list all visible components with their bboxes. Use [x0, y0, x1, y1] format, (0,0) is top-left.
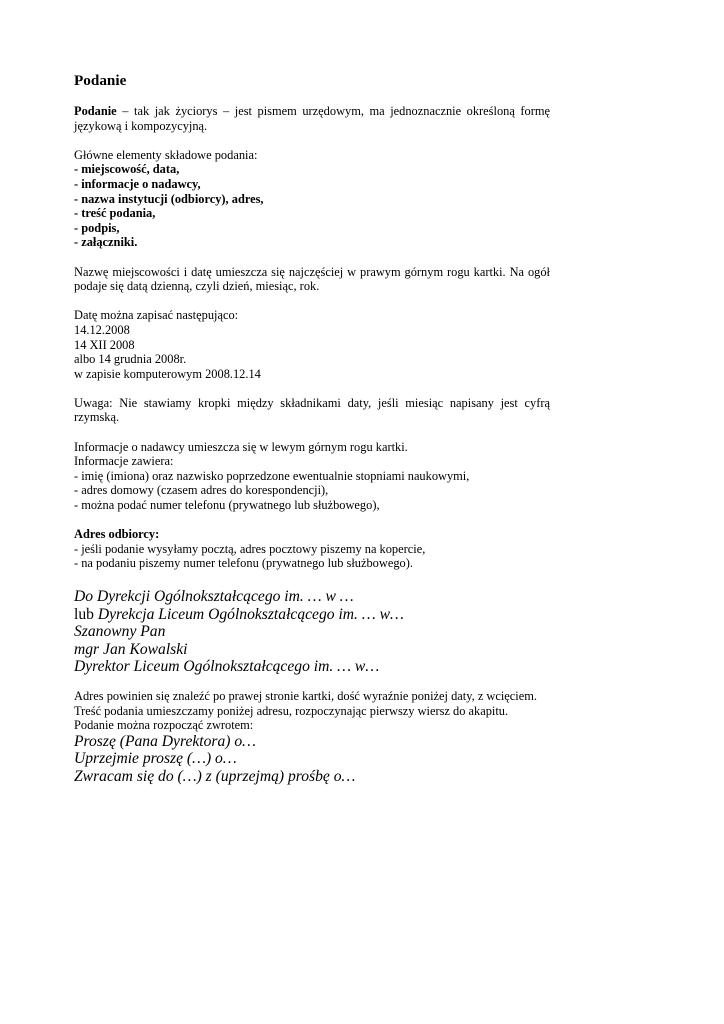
- date-format-line: 14.12.2008: [74, 322, 130, 337]
- elements-item: - treść podania,: [74, 206, 156, 221]
- note-paragraph: Uwaga: Nie stawiamy kropki między składnikami daty, jeśli miesiąc napisany jest cyfrą rzymską.: [74, 395, 550, 425]
- date-format-line: w zapisie komputerowym 2008.12.14: [74, 366, 261, 381]
- elements-heading: Główne elementy składowe podania:: [74, 147, 258, 162]
- sender-section: [74, 440, 550, 513]
- intro-paragraph: [74, 104, 550, 133]
- address-example-line: Szanowny Pan: [74, 623, 166, 641]
- date-formats-section: [74, 308, 550, 381]
- sender-line: Informacje o nadawcy umieszcza się w lewym górnym rogu kartki.: [74, 439, 408, 454]
- opening-phrase: Zwracam się do (…) z (uprzejmą) prośbę o…: [74, 767, 356, 785]
- elements-item: - załączniki.: [74, 235, 138, 250]
- date-format-line: 14 XII 2008: [74, 337, 135, 352]
- date-format-line: albo 14 grudnia 2008r.: [74, 352, 187, 367]
- address-example-line: Do Dyrekcji Ogólnokształcącego im. … w …: [74, 588, 354, 605]
- address-example-line: Dyrektor Liceum Ogólnokształcącego im. … w…: [74, 658, 380, 676]
- elements-item: - miejscowość, data,: [74, 162, 180, 177]
- date-formats-heading: Datę można zapisać następująco:: [74, 308, 239, 323]
- placement-line: Treść podania umieszczamy poniżej adresu, rozpoczynając pierwszy wiersz do akapitu.: [74, 703, 509, 718]
- placement-line: Podanie można rozpocząć zwrotem:: [74, 718, 254, 733]
- address-example-line: mgr Jan Kowalski: [74, 640, 188, 658]
- address-example-line: [74, 606, 550, 624]
- recipient-line: - jeśli podanie wysyłamy pocztą, adres pocztowy piszemy na kopercie,: [74, 541, 426, 556]
- place-date-paragraph: Nazwę miejscowości i datę umieszcza się najczęściej w prawym górnym rogu kartki. Na ogół podaje się datą dzienną, czyli dzień, miesiąc, rok.: [74, 264, 550, 294]
- elements-item: - podpis,: [74, 220, 120, 235]
- elements-section: [74, 148, 550, 250]
- address-example-prefix: lub: [74, 605, 98, 623]
- sender-line: - można podać numer telefonu (prywatnego lub służbowego),: [74, 498, 380, 513]
- document-page: [74, 72, 550, 786]
- address-examples: [74, 588, 550, 676]
- opening-phrases: [74, 733, 550, 786]
- recipient-line: - na podaniu piszemy numer telefonu (prywatnego lub służbowego).: [74, 556, 413, 571]
- sender-line: - adres domowy (czasem adres do korespondencji),: [74, 483, 329, 498]
- placement-section: [74, 689, 550, 733]
- intro-text: – tak jak życiorys – jest pismem urzędowym, ma jednoznacznie określoną formę językową i kompozycyjną.: [74, 104, 550, 133]
- document-title: Podanie: [74, 72, 127, 89]
- elements-item: - informacje o nadawcy,: [74, 176, 201, 191]
- elements-item: - nazwa instytucji (odbiorcy), adres,: [74, 191, 264, 206]
- recipient-heading: Adres odbiorcy:: [74, 527, 160, 542]
- sender-line: Informacje zawiera:: [74, 454, 174, 469]
- opening-phrase: Uprzejmie proszę (…) o…: [74, 750, 237, 768]
- opening-phrase: Proszę (Pana Dyrektora) o…: [74, 732, 257, 750]
- sender-line: - imię (imiona) oraz nazwisko poprzedzone ewentualnie stopniami naukowymi,: [74, 468, 470, 483]
- placement-line: Adres powinien się znaleźć po prawej stronie kartki, dość wyraźnie poniżej daty, z wcięciem.: [74, 688, 537, 703]
- address-example-italic: Dyrekcja Liceum Ogólnokształcącego im. … w…: [97, 605, 404, 623]
- intro-bold-word: Podanie: [74, 104, 117, 118]
- recipient-section: [74, 527, 550, 571]
